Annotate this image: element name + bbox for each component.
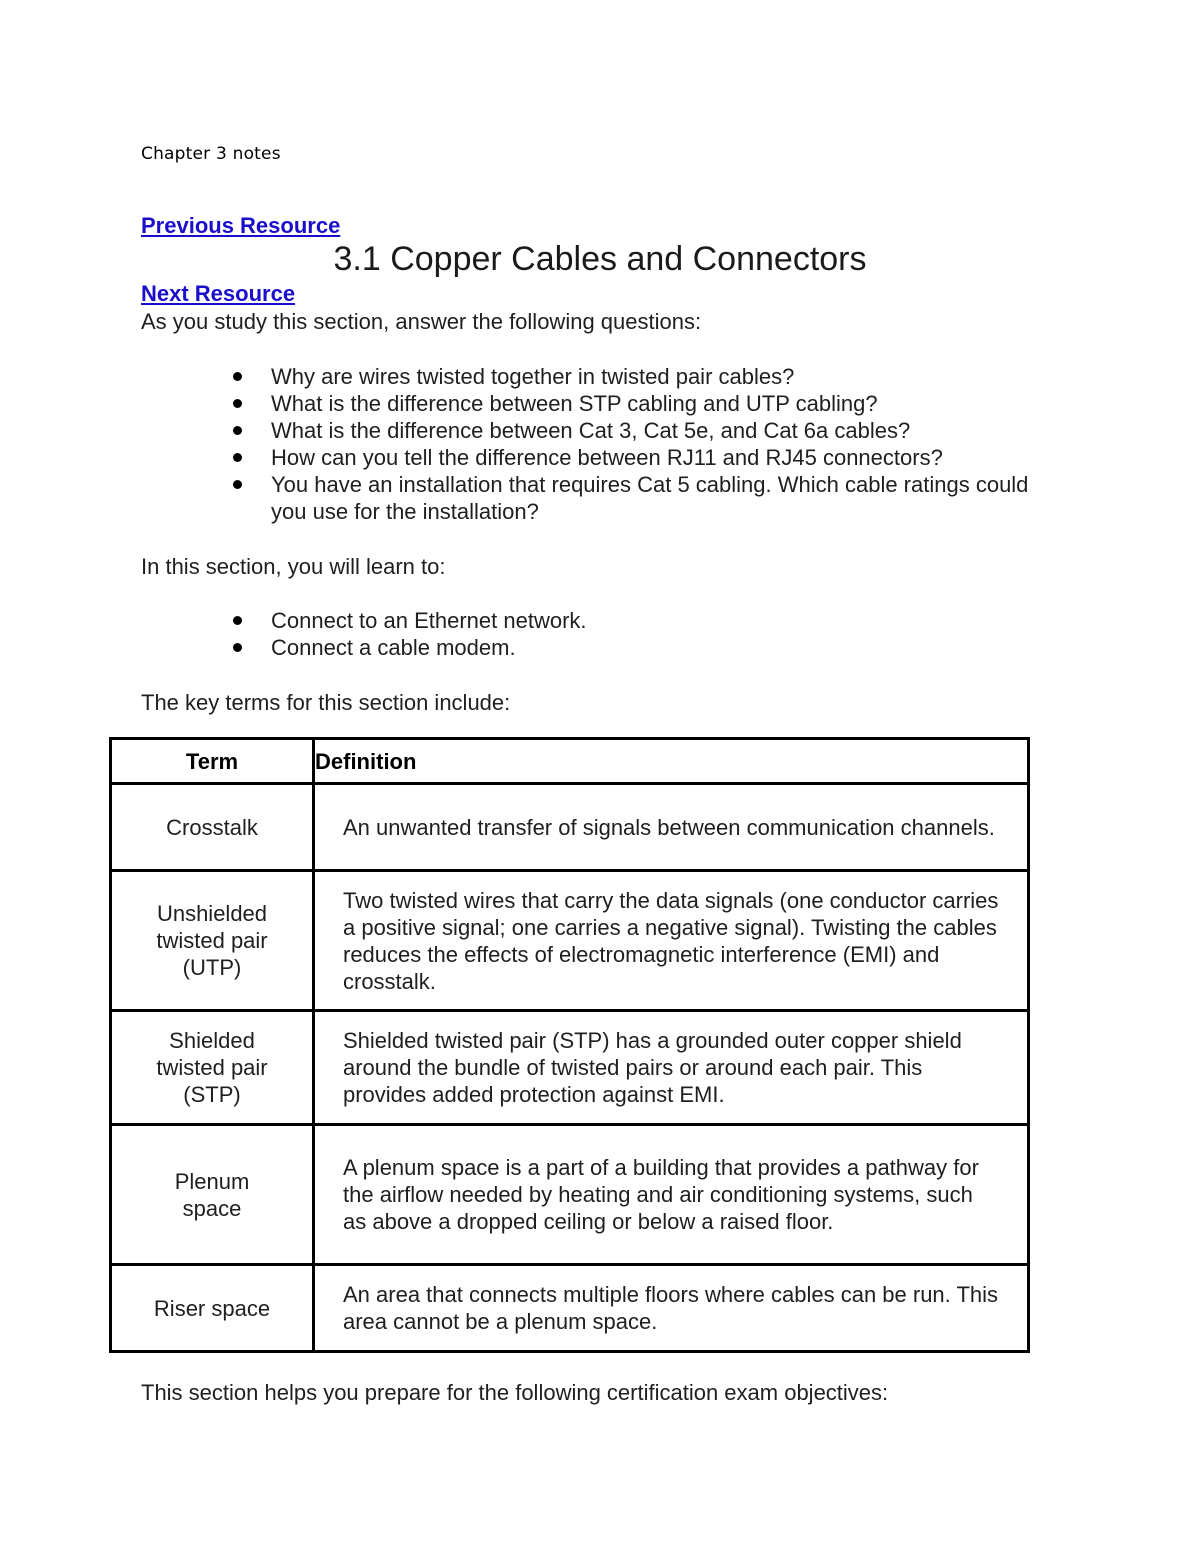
definition-cell: Two twisted wires that carry the data signals (one conductor carries a positive signal; one carries a negative signal). Twisting the cables reduces the effects of electromagnetic interference (EMI) and crosstalk. [314,871,1029,1011]
list-item [0,607,1200,634]
list-item [0,417,1200,444]
table-row [111,1265,1029,1352]
list-item [0,444,1200,471]
definition-column-header: Definition [314,739,1029,784]
previous-resource-link[interactable]: Previous Resource [141,213,341,238]
learn-list [0,607,1200,661]
term-cell: Crosstalk [111,784,314,871]
table-row [111,1125,1029,1265]
term-cell: Unshielded twisted pair (UTP) [111,871,314,1011]
bullet-icon [233,480,242,489]
learn-intro: In this section, you will learn to: [141,554,446,579]
questions-list [0,363,1200,525]
term-cell: Plenum space [111,1125,314,1265]
section-title: 3.1 Copper Cables and Connectors [333,240,867,278]
bullet-icon [233,616,242,625]
question-text: How can you tell the difference between RJ11 and RJ45 connectors? [271,445,943,470]
question-text: You have an installation that requires Cat 5 cabling. Which cable ratings could you use for the installation? [271,472,1029,524]
chapter-header: Chapter 3 notes [141,144,281,164]
questions-intro: As you study this section, answer the following questions: [141,309,702,334]
bullet-icon [233,399,242,408]
keyterms-intro: The key terms for this section include: [141,690,511,715]
list-item [0,363,1200,390]
definition-cell: An area that connects multiple floors where cables can be run. This area cannot be a plenum space. [314,1265,1029,1352]
list-item [0,634,1200,661]
term-cell: Riser space [111,1265,314,1352]
table-row [111,1011,1029,1125]
learn-item-text: Connect a cable modem. [271,635,516,660]
bullet-icon [233,453,242,462]
question-text: What is the difference between STP cabling and UTP cabling? [271,391,878,416]
question-text: What is the difference between Cat 3, Cat 5e, and Cat 6a cables? [271,418,911,443]
table-row [111,871,1029,1011]
learn-item-text: Connect to an Ethernet network. [271,608,587,633]
bullet-icon [233,643,242,652]
objectives-intro: This section helps you prepare for the following certification exam objectives: [141,1380,889,1405]
bullet-icon [233,426,242,435]
definition-cell: Shielded twisted pair (STP) has a grounded outer copper shield around the bundle of twisted pairs or around each pair. This provides added protection against EMI. [314,1011,1029,1125]
list-item [0,390,1200,417]
definition-cell: An unwanted transfer of signals between communication channels. [314,784,1029,871]
table-row [111,784,1029,871]
definition-cell: A plenum space is a part of a building that provides a pathway for the airflow needed by heating and air conditioning systems, such as above a dropped ceiling or below a raised floor. [314,1125,1029,1265]
list-item [0,471,1200,525]
bullet-icon [233,372,242,381]
table-header-row [111,739,1029,784]
question-text: Why are wires twisted together in twisted pair cables? [271,364,795,389]
next-resource-link[interactable]: Next Resource [141,281,296,306]
term-cell: Shielded twisted pair (STP) [111,1011,314,1125]
term-column-header: Term [111,739,314,784]
key-terms-table [109,737,1030,1353]
